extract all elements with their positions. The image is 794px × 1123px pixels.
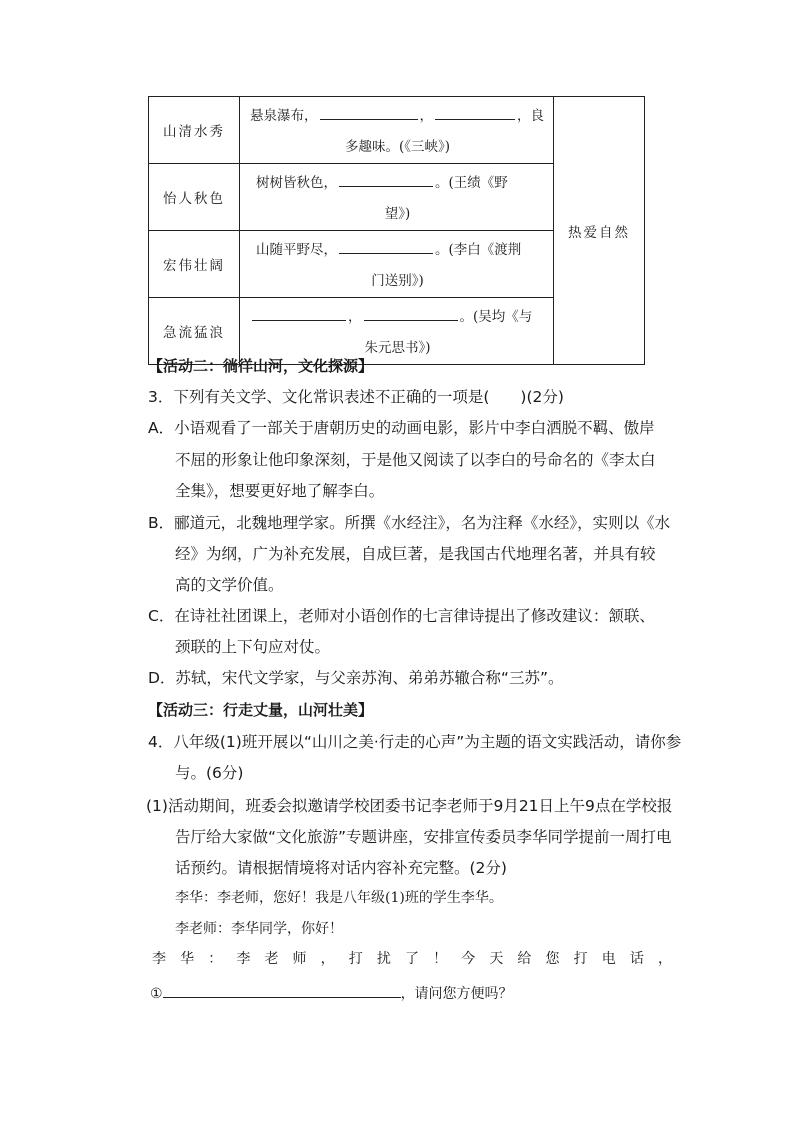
theme-cell: 怡人秋色 <box>149 164 240 231</box>
dialog-char: 电 <box>601 951 616 967</box>
dialog-char: 天 <box>489 951 504 967</box>
fill-blank[interactable] <box>252 304 346 321</box>
sub-question: 话预约。请根据情境将对话内容补充完整。(2分) <box>175 859 507 877</box>
dialog-char: 师 <box>292 951 307 967</box>
verse-cell <box>240 164 554 231</box>
section-heading: 【活动二：徜徉山河，文化探源】 <box>148 357 374 375</box>
option-b-line: 经》为纲，广为补充发展，自成巨著，是我国古代地理名著，并具有较 <box>175 545 656 563</box>
sub-question: (1)活动期间，班委会拟邀请学校团委书记李老师于9月21日上午9点在学校报 <box>146 797 673 815</box>
dialog-char: 李 <box>236 951 251 967</box>
dialog-char: 老 <box>264 951 279 967</box>
side-label: 热爱自然 <box>554 97 645 365</box>
dialog-char: 打 <box>348 951 363 967</box>
dialog-char: ， <box>657 951 672 967</box>
option-b-line: B．郦道元，北魏地理学家。所撰《水经注》，名为注释《水经》，实则以《水 <box>148 514 671 532</box>
dialog-char: 华 <box>180 951 195 967</box>
table-row <box>149 97 645 164</box>
dialog-char: 话 <box>629 951 644 967</box>
theme-cell: 山清水秀 <box>149 97 240 164</box>
dialog-char: 了 <box>404 951 419 967</box>
dialog-text: ，请问您方便吗？ <box>400 986 513 1002</box>
option-a-line: 不屈的形象让他印象深刻，于是他又阅读了以李白的号命名的《李太白 <box>175 451 656 469</box>
dialog-line <box>150 980 513 1005</box>
option-a-line: 全集》，想要更好地了解李白。 <box>175 482 385 500</box>
question-stem: 与。(6分) <box>175 764 244 782</box>
verse-text: 山随平野尽， <box>256 242 337 258</box>
answer-blank[interactable] <box>163 980 401 998</box>
verse-text: 。(李白《渡荆 <box>435 242 522 258</box>
verse-text: 望》) <box>384 206 411 222</box>
verse-text: 。(吴均《与 <box>459 309 533 325</box>
dialog-char: 今 <box>461 951 476 967</box>
verse-cell <box>240 231 554 298</box>
verse-text: 朱元思书》) <box>364 340 431 356</box>
option-a-line: A．小语观看了一部关于唐朝历史的动画电影，影片中李白洒脱不羁、傲岸 <box>148 419 655 437</box>
fill-blank[interactable] <box>320 103 418 120</box>
option-d-line: D．苏轼，宋代文学家，与父亲苏洵、弟弟苏辙合称“三苏”。 <box>148 669 564 687</box>
dialog-line: 李华：李老师，您好！我是八年级(1)班的学生李华。 <box>175 890 503 906</box>
verse-text: 多趣味。(《三峡》) <box>344 139 451 155</box>
verse-text: 悬泉瀑布， <box>250 108 318 124</box>
dialog-char: 扰 <box>376 951 391 967</box>
dialog-char: 您 <box>545 951 560 967</box>
verse-text: 。(王绩《野 <box>435 175 508 191</box>
dialog-char: 给 <box>517 951 532 967</box>
theme-cell: 宏伟壮阔 <box>149 231 240 298</box>
fill-blank[interactable] <box>339 170 433 187</box>
section-heading: 【活动三：行走丈量，山河壮美】 <box>148 701 374 719</box>
circled-number: ① <box>150 986 163 1002</box>
dialog-line: 李老师：李华同学，你好！ <box>175 921 343 937</box>
theme-cell: 急流猛浪 <box>149 298 240 365</box>
verse-text: 树树皆秋色， <box>256 175 337 191</box>
verse-text: ， <box>348 309 362 325</box>
dialog-line-justified <box>152 948 672 970</box>
dialog-char: ： <box>208 951 223 967</box>
question-stem: 4．八年级(1)班开展以“山川之美·行走的心声”为主题的语文实践活动，请你参 <box>148 733 682 751</box>
dialog-char: 李 <box>152 951 166 967</box>
question-stem: 3．下列有关文学、文化常识表述不正确的一项是( )(2分) <box>148 388 564 406</box>
dialog-char: 打 <box>573 951 588 967</box>
fill-blank[interactable] <box>364 304 458 321</box>
option-c-line: 颈联的上下句应对仗。 <box>175 638 331 656</box>
dialog-char: ！ <box>433 951 448 967</box>
poetry-table <box>148 96 645 365</box>
verse-text: ， <box>419 108 433 124</box>
verse-text: 门送别》) <box>371 273 424 289</box>
verse-text: ，良 <box>517 108 544 124</box>
option-b-line: 高的文学价值。 <box>175 576 284 594</box>
dialog-char: ， <box>320 951 335 967</box>
option-c-line: C．在诗社社团课上，老师对小语创作的七言律诗提出了修改建议：颔联、 <box>148 607 655 625</box>
verse-cell <box>240 97 554 164</box>
fill-blank[interactable] <box>339 237 433 254</box>
sub-question: 告厅给大家做“文化旅游”专题讲座，安排宣传委员李华同学提前一周打电 <box>175 828 672 846</box>
fill-blank[interactable] <box>435 103 515 120</box>
